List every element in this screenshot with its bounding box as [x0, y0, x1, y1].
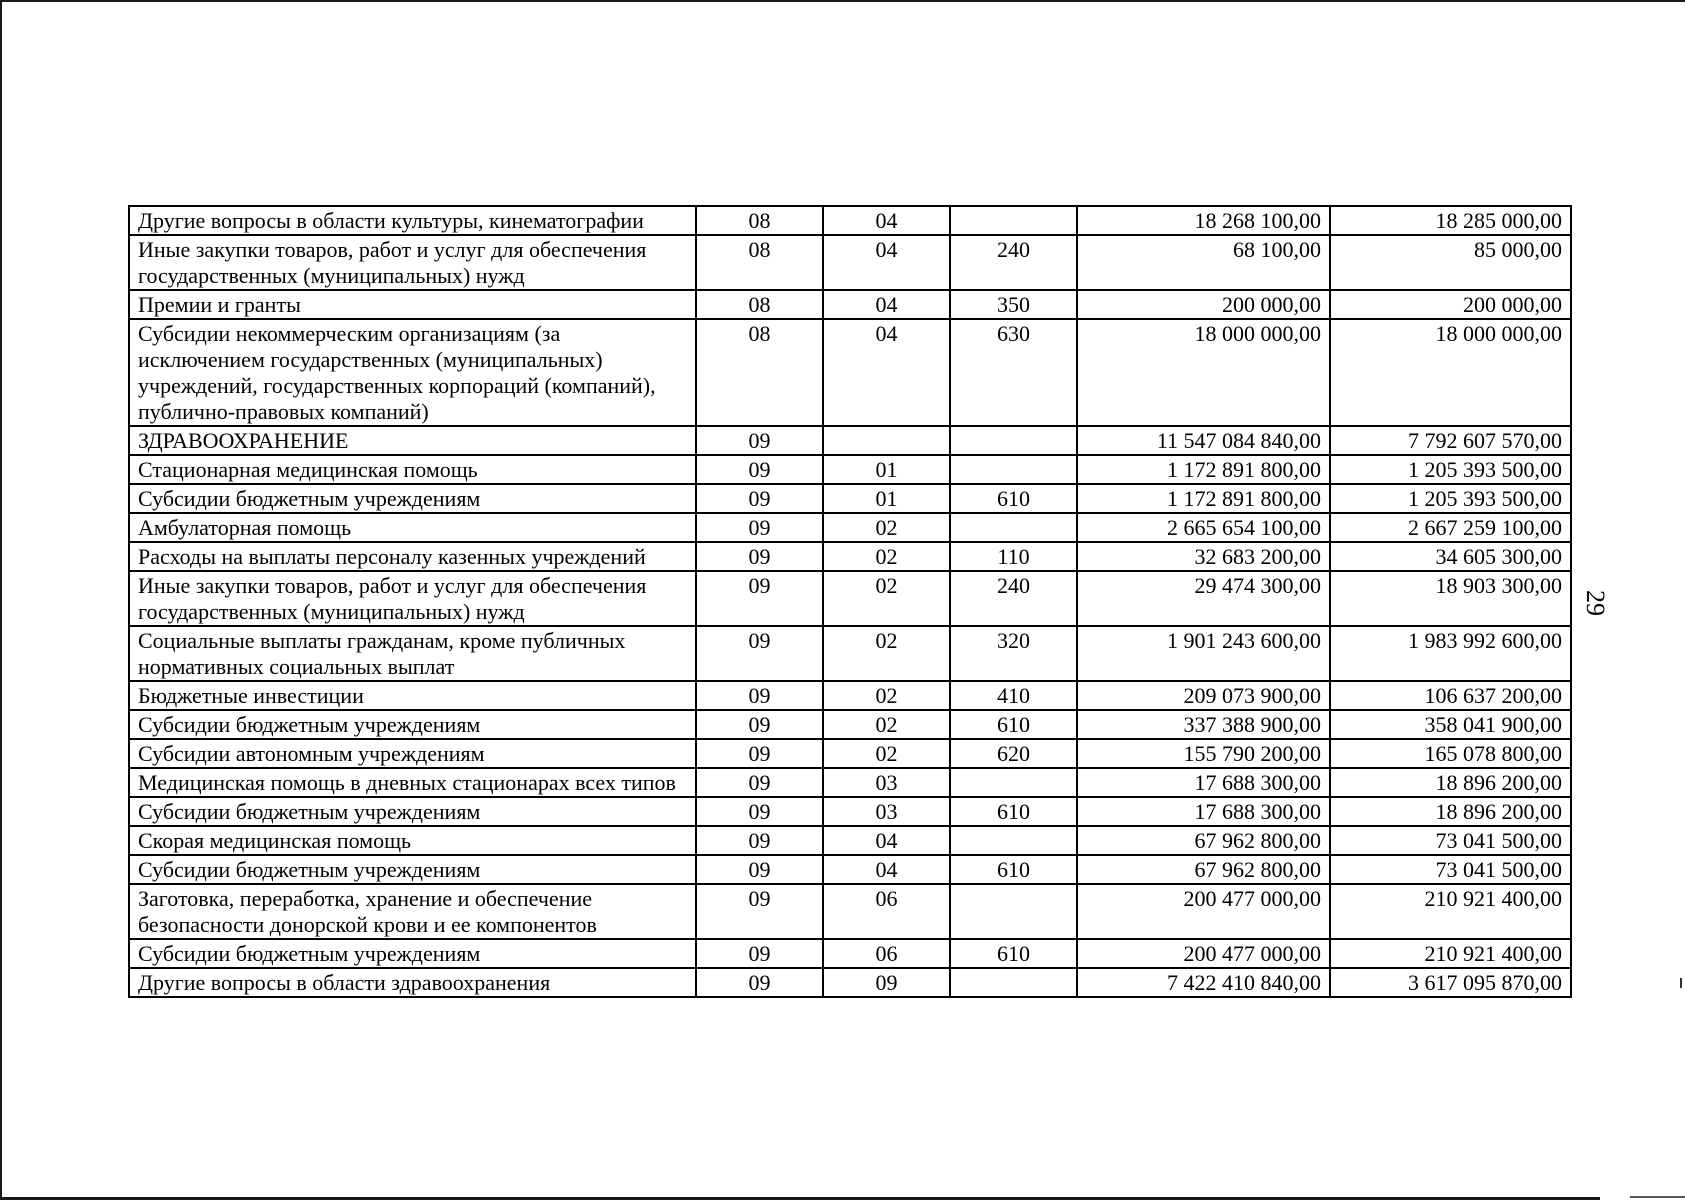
subsection-code-cell: 06: [823, 884, 950, 939]
subsection-code-cell: 04: [823, 826, 950, 855]
expense-name-cell: Медицинская помощь в дневных стационарах всех типов: [129, 768, 696, 797]
table-row: [129, 426, 1571, 455]
section-code-cell: 09: [696, 855, 823, 884]
expense-type-code-cell: [950, 826, 1077, 855]
expense-name-cell: Субсидии бюджетным учреждениям: [129, 797, 696, 826]
expense-name-cell: Субсидии бюджетным учреждениям: [129, 939, 696, 968]
amount-year2-cell: 18 000 000,00: [1330, 319, 1571, 426]
amount-year1-cell: 7 422 410 840,00: [1077, 968, 1330, 997]
expense-type-code-cell: 610: [950, 710, 1077, 739]
expense-type-code-cell: 610: [950, 855, 1077, 884]
scan-border-left: [0, 0, 2, 1200]
amount-year1-cell: 32 683 200,00: [1077, 542, 1330, 571]
table-row: [129, 571, 1571, 626]
amount-year2-cell: 210 921 400,00: [1330, 884, 1571, 939]
table-row: [129, 455, 1571, 484]
subsection-code-cell: 02: [823, 571, 950, 626]
section-code-cell: 09: [696, 710, 823, 739]
subsection-code-cell: 02: [823, 739, 950, 768]
table-row: [129, 797, 1571, 826]
expense-name-cell: Скорая медицинская помощь: [129, 826, 696, 855]
amount-year2-cell: 73 041 500,00: [1330, 826, 1571, 855]
subsection-code-cell: 04: [823, 319, 950, 426]
section-code-cell: 09: [696, 455, 823, 484]
expense-type-code-cell: 110: [950, 542, 1077, 571]
expense-name-cell: Субсидии бюджетным учреждениям: [129, 484, 696, 513]
section-code-cell: 09: [696, 484, 823, 513]
amount-year1-cell: 17 688 300,00: [1077, 797, 1330, 826]
expense-type-code-cell: 610: [950, 797, 1077, 826]
subsection-code-cell: 02: [823, 513, 950, 542]
table-row: [129, 768, 1571, 797]
expense-name-cell: Другие вопросы в области здравоохранения: [129, 968, 696, 997]
subsection-code-cell: 06: [823, 939, 950, 968]
table-row: [129, 884, 1571, 939]
amount-year1-cell: 200 000,00: [1077, 290, 1330, 319]
expense-type-code-cell: 620: [950, 739, 1077, 768]
expense-type-code-cell: 610: [950, 939, 1077, 968]
subsection-code-cell: 04: [823, 855, 950, 884]
amount-year2-cell: 85 000,00: [1330, 235, 1571, 290]
table-row: [129, 826, 1571, 855]
section-code-cell: 09: [696, 939, 823, 968]
expense-type-code-cell: 240: [950, 235, 1077, 290]
scan-tick-mark: [1680, 978, 1682, 988]
amount-year1-cell: 200 477 000,00: [1077, 884, 1330, 939]
expense-type-code-cell: [950, 968, 1077, 997]
table-row: [129, 939, 1571, 968]
table-row: [129, 855, 1571, 884]
expense-name-cell: Субсидии автономным учреждениям: [129, 739, 696, 768]
expense-name-cell: Социальные выплаты гражданам, кроме публичных нормативных социальных выплат: [129, 626, 696, 681]
expense-name-cell: Стационарная медицинская помощь: [129, 455, 696, 484]
amount-year1-cell: 67 962 800,00: [1077, 826, 1330, 855]
table-row: [129, 484, 1571, 513]
table-row: [129, 968, 1571, 997]
amount-year1-cell: 1 172 891 800,00: [1077, 455, 1330, 484]
table-row: [129, 319, 1571, 426]
expense-type-code-cell: [950, 768, 1077, 797]
scan-border-top: [0, 0, 1685, 2]
expense-name-cell: Иные закупки товаров, работ и услуг для обеспечения государственных (муниципальных) нужд: [129, 571, 696, 626]
amount-year2-cell: 7 792 607 570,00: [1330, 426, 1571, 455]
amount-year1-cell: 29 474 300,00: [1077, 571, 1330, 626]
expense-name-cell: Другие вопросы в области культуры, кинематографии: [129, 206, 696, 235]
subsection-code-cell: 04: [823, 206, 950, 235]
expense-type-code-cell: [950, 884, 1077, 939]
expense-name-cell: ЗДРАВООХРАНЕНИЕ: [129, 426, 696, 455]
expense-name-cell: Амбулаторная помощь: [129, 513, 696, 542]
section-code-cell: 09: [696, 542, 823, 571]
amount-year1-cell: 68 100,00: [1077, 235, 1330, 290]
amount-year1-cell: 200 477 000,00: [1077, 939, 1330, 968]
expense-type-code-cell: [950, 206, 1077, 235]
amount-year1-cell: 18 000 000,00: [1077, 319, 1330, 426]
amount-year2-cell: 18 903 300,00: [1330, 571, 1571, 626]
amount-year1-cell: 1 172 891 800,00: [1077, 484, 1330, 513]
section-code-cell: 08: [696, 290, 823, 319]
section-code-cell: 09: [696, 797, 823, 826]
section-code-cell: 09: [696, 768, 823, 797]
subsection-code-cell: 09: [823, 968, 950, 997]
table-row: [129, 206, 1571, 235]
amount-year1-cell: 17 688 300,00: [1077, 768, 1330, 797]
section-code-cell: 09: [696, 681, 823, 710]
amount-year1-cell: 67 962 800,00: [1077, 855, 1330, 884]
budget-table-body: [129, 206, 1571, 997]
expense-type-code-cell: 320: [950, 626, 1077, 681]
amount-year1-cell: 1 901 243 600,00: [1077, 626, 1330, 681]
amount-year2-cell: 18 285 000,00: [1330, 206, 1571, 235]
subsection-code-cell: 01: [823, 484, 950, 513]
expense-name-cell: Субсидии бюджетным учреждениям: [129, 855, 696, 884]
subsection-code-cell: 02: [823, 626, 950, 681]
section-code-cell: 09: [696, 826, 823, 855]
page-number: 29: [1581, 590, 1610, 616]
amount-year2-cell: 165 078 800,00: [1330, 739, 1571, 768]
subsection-code-cell: 02: [823, 542, 950, 571]
section-code-cell: 08: [696, 319, 823, 426]
amount-year2-cell: 18 896 200,00: [1330, 797, 1571, 826]
expense-name-cell: Расходы на выплаты персоналу казенных учреждений: [129, 542, 696, 571]
section-code-cell: 09: [696, 968, 823, 997]
amount-year2-cell: 106 637 200,00: [1330, 681, 1571, 710]
amount-year2-cell: 200 000,00: [1330, 290, 1571, 319]
amount-year1-cell: 209 073 900,00: [1077, 681, 1330, 710]
subsection-code-cell: 02: [823, 710, 950, 739]
amount-year2-cell: 210 921 400,00: [1330, 939, 1571, 968]
subsection-code-cell: [823, 426, 950, 455]
expense-name-cell: Субсидии некоммерческим организациям (за исключением государственных (муниципальных) учреждений, государственных корпораций (компаний), публично-правовых компаний): [129, 319, 696, 426]
section-code-cell: 09: [696, 513, 823, 542]
table-row: [129, 626, 1571, 681]
expense-type-code-cell: 630: [950, 319, 1077, 426]
expense-name-cell: Иные закупки товаров, работ и услуг для обеспечения государственных (муниципальных) нужд: [129, 235, 696, 290]
section-code-cell: 09: [696, 884, 823, 939]
table-row: [129, 235, 1571, 290]
amount-year1-cell: 2 665 654 100,00: [1077, 513, 1330, 542]
amount-year2-cell: 1 983 992 600,00: [1330, 626, 1571, 681]
subsection-code-cell: 04: [823, 235, 950, 290]
table-row: [129, 290, 1571, 319]
expense-type-code-cell: 610: [950, 484, 1077, 513]
expense-type-code-cell: 240: [950, 571, 1077, 626]
subsection-code-cell: 01: [823, 455, 950, 484]
expense-type-code-cell: [950, 455, 1077, 484]
amount-year2-cell: 3 617 095 870,00: [1330, 968, 1571, 997]
amount-year2-cell: 2 667 259 100,00: [1330, 513, 1571, 542]
amount-year1-cell: 337 388 900,00: [1077, 710, 1330, 739]
expense-name-cell: Заготовка, переработка, хранение и обеспечение безопасности донорской крови и ее компонентов: [129, 884, 696, 939]
scan-mark: [1630, 1196, 1685, 1198]
section-code-cell: 09: [696, 626, 823, 681]
table-row: [129, 681, 1571, 710]
section-code-cell: 08: [696, 206, 823, 235]
expense-name-cell: Субсидии бюджетным учреждениям: [129, 710, 696, 739]
subsection-code-cell: 03: [823, 768, 950, 797]
expense-name-cell: Премии и гранты: [129, 290, 696, 319]
subsection-code-cell: 03: [823, 797, 950, 826]
expense-type-code-cell: 410: [950, 681, 1077, 710]
amount-year2-cell: 1 205 393 500,00: [1330, 455, 1571, 484]
amount-year2-cell: 34 605 300,00: [1330, 542, 1571, 571]
expense-name-cell: Бюджетные инвестиции: [129, 681, 696, 710]
amount-year1-cell: 18 268 100,00: [1077, 206, 1330, 235]
section-code-cell: 08: [696, 235, 823, 290]
subsection-code-cell: 02: [823, 681, 950, 710]
table-row: [129, 542, 1571, 571]
expense-type-code-cell: 350: [950, 290, 1077, 319]
amount-year2-cell: 18 896 200,00: [1330, 768, 1571, 797]
amount-year2-cell: 73 041 500,00: [1330, 855, 1571, 884]
amount-year1-cell: 11 547 084 840,00: [1077, 426, 1330, 455]
section-code-cell: 09: [696, 739, 823, 768]
expense-type-code-cell: [950, 513, 1077, 542]
table-row: [129, 513, 1571, 542]
budget-table: [128, 205, 1572, 998]
expense-type-code-cell: [950, 426, 1077, 455]
amount-year2-cell: 358 041 900,00: [1330, 710, 1571, 739]
table-row: [129, 739, 1571, 768]
amount-year2-cell: 1 205 393 500,00: [1330, 484, 1571, 513]
table-row: [129, 710, 1571, 739]
section-code-cell: 09: [696, 426, 823, 455]
amount-year1-cell: 155 790 200,00: [1077, 739, 1330, 768]
section-code-cell: 09: [696, 571, 823, 626]
subsection-code-cell: 04: [823, 290, 950, 319]
